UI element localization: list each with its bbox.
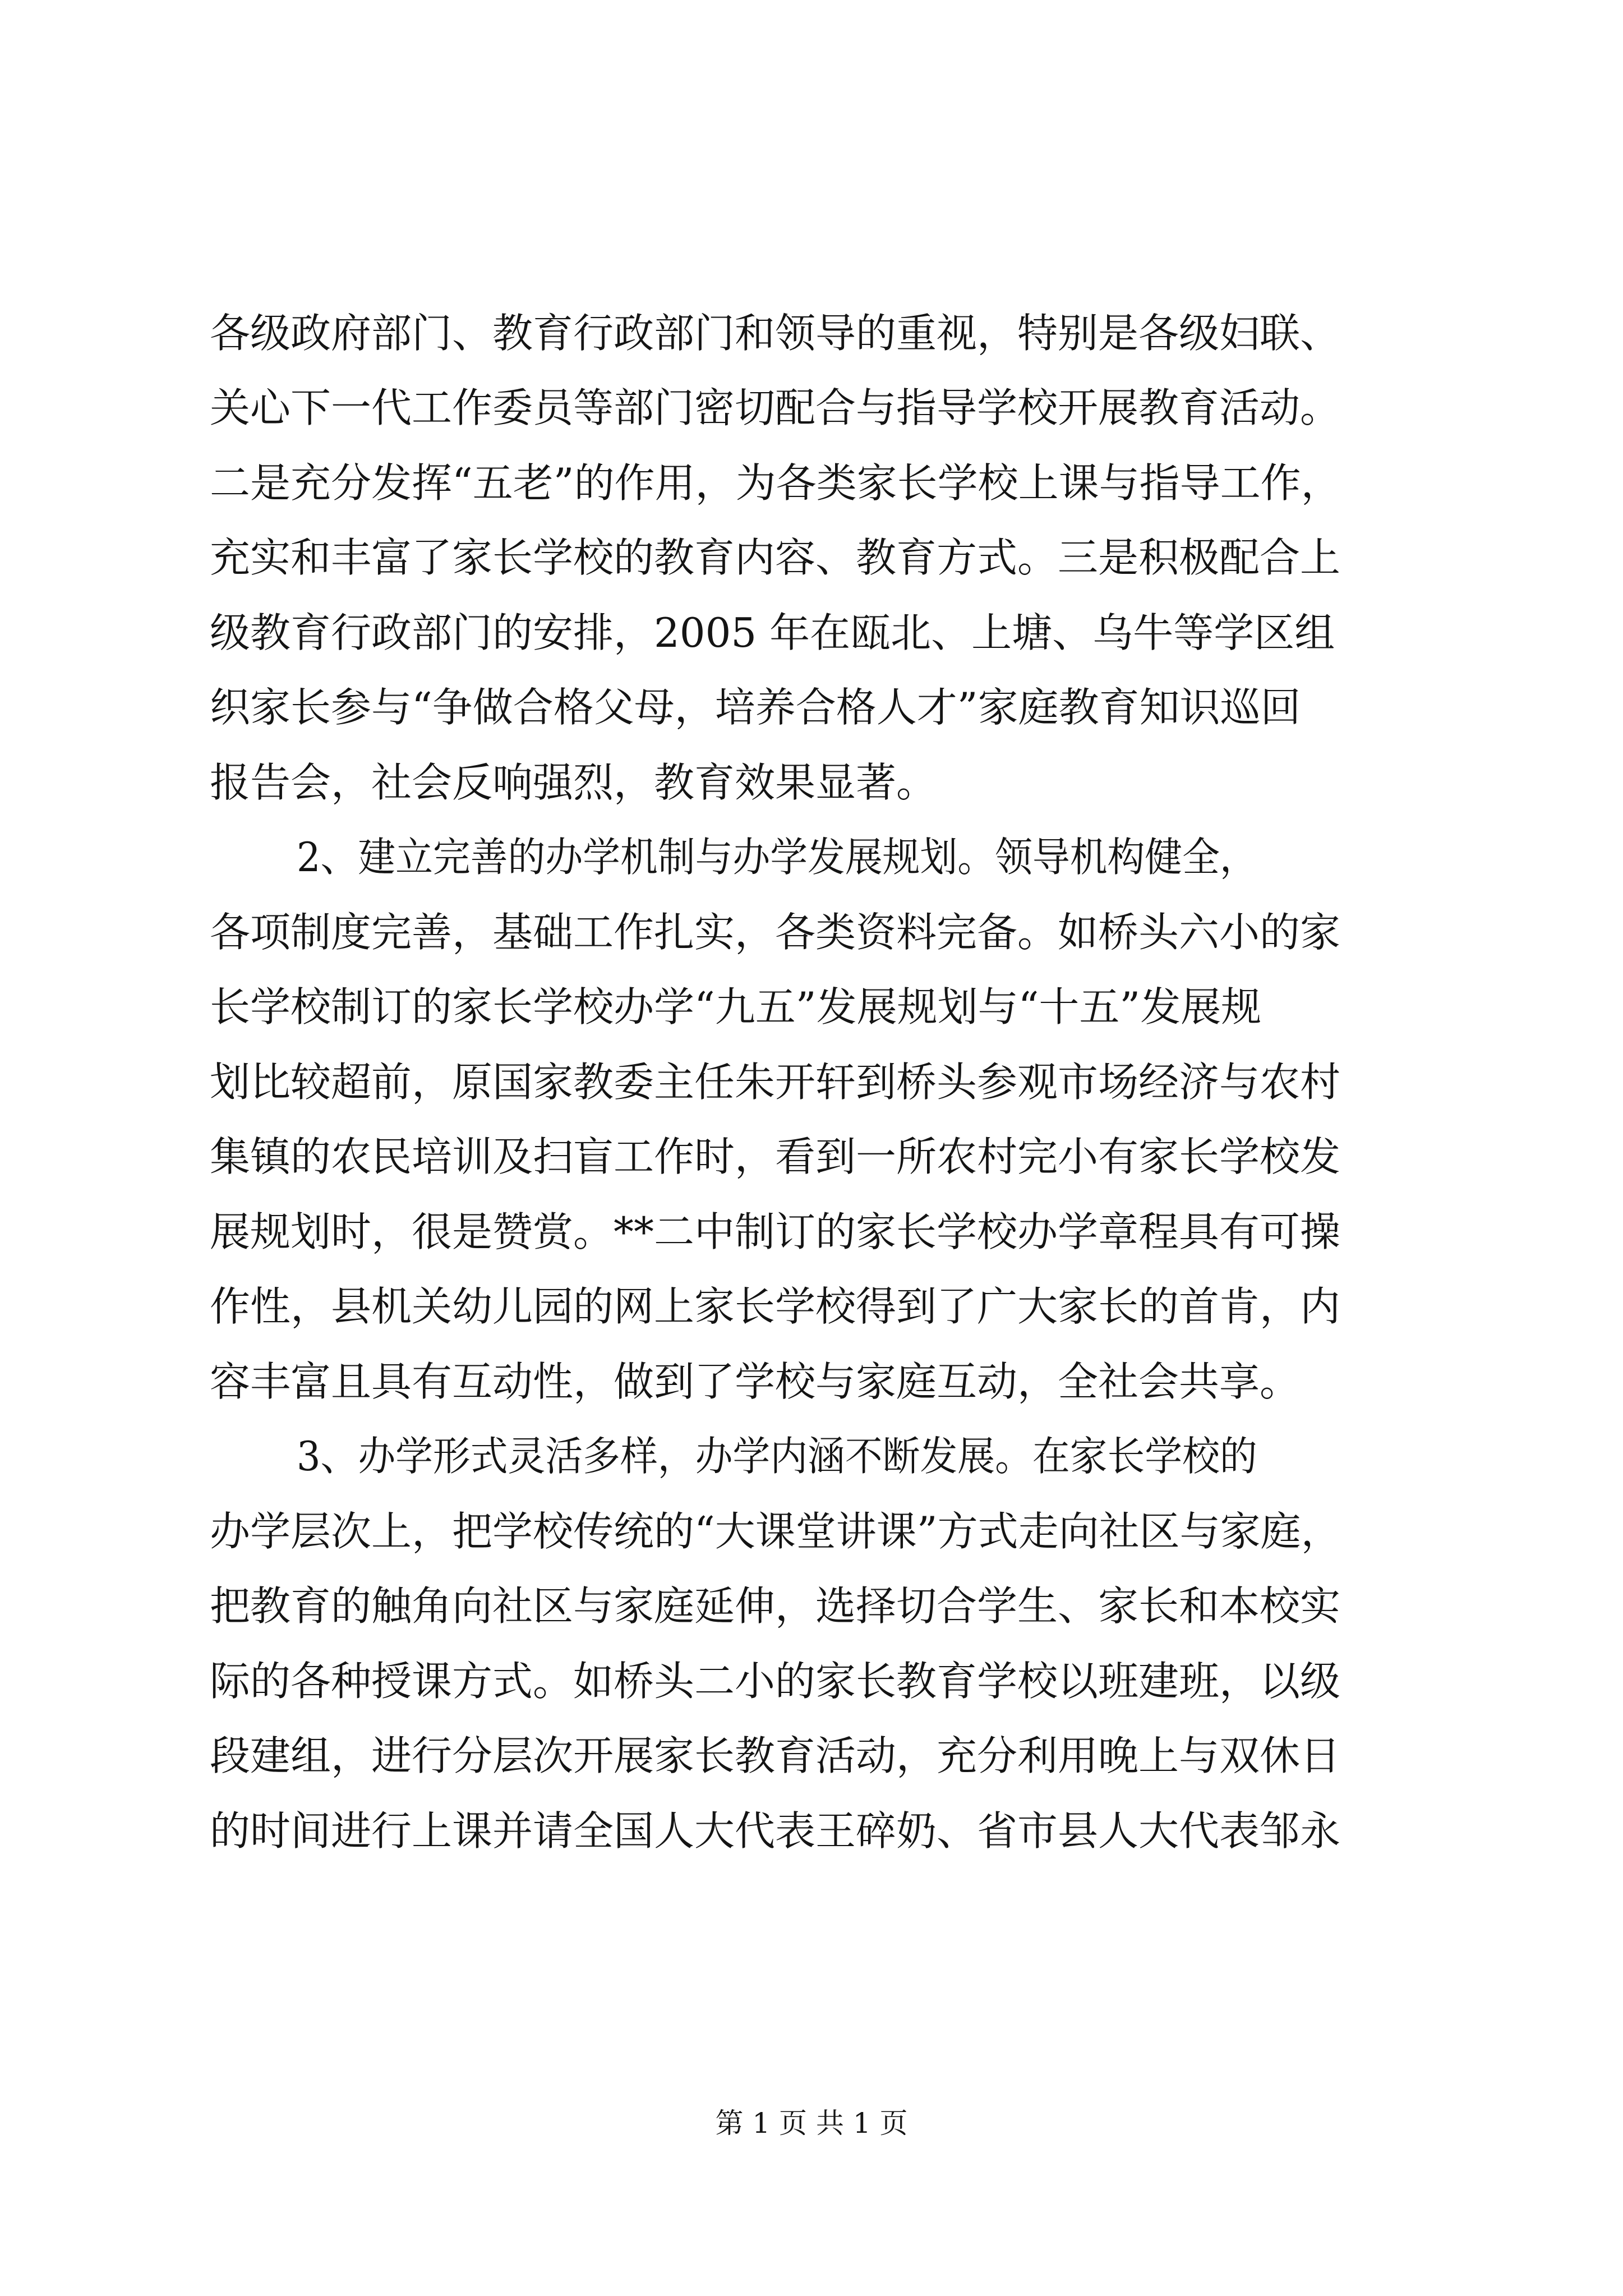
body-line-9: 各项制度完善，基础工作扎实，各类资料完备。如桥头六小的家	[210, 909, 1341, 956]
body-line-6: 织家长参与“争做合格父母，培养合格人才”家庭教育知识巡回	[210, 684, 1301, 731]
body-line-12: 集镇的农民培训及扫盲工作时，看到一所农村完小有家长学校发	[210, 1133, 1341, 1180]
body-line-10: 长学校制订的家长学校办学“九五”发展规划与“十五”发展规	[210, 983, 1262, 1030]
body-line-1: 各级政府部门、教育行政部门和领导的重视，特别是各级妇联、	[210, 310, 1341, 357]
body-line-16: 3、办学形式灵活多样，办学内涵不断发展。在家长学校的	[297, 1433, 1257, 1480]
page-footer: 第 1 页 共 1 页	[715, 2107, 908, 2139]
body-line-11: 划比较超前，原国家教委主任朱开轩到桥头参观市场经济与农村	[210, 1059, 1341, 1106]
body-line-18: 把教育的触角向社区与家庭延伸，选择切合学生、家长和本校实	[210, 1582, 1341, 1630]
body-line-5: 级教育行政部门的安排，2005 年在瓯北、上塘、乌牛等学区组	[210, 609, 1335, 656]
body-line-3: 二是充分发挥“五老”的作用，为各类家长学校上课与指导工作，	[210, 459, 1341, 507]
body-line-21: 的时间进行上课并请全国人大代表王碎奶、省市县人大代表邹永	[210, 1807, 1341, 1855]
body-line-8: 2、建立完善的办学机制与办学发展规划。领导机构健全，	[297, 834, 1257, 881]
body-line-2: 关心下一代工作委员等部门密切配合与指导学校开展教育活动。	[210, 384, 1341, 431]
body-line-17: 办学层次上，把学校传统的“大课堂讲课”方式走向社区与家庭，	[210, 1508, 1341, 1555]
body-line-7: 报告会，社会反响强烈，教育效果显著。	[210, 759, 937, 806]
body-line-14: 作性，县机关幼儿园的网上家长学校得到了广大家长的首肯，内	[210, 1283, 1341, 1330]
body-line-20: 段建组，进行分层次开展家长教育活动，充分利用晚上与双休日	[210, 1732, 1341, 1779]
body-line-4: 充实和丰富了家长学校的教育内容、教育方式。三是积极配合上	[210, 534, 1341, 581]
body-line-13: 展规划时，很是赞赏。**二中制订的家长学校办学章程具有可操	[210, 1208, 1341, 1255]
body-line-19: 际的各种授课方式。如桥头二小的家长教育学校以班建班，以级	[210, 1658, 1341, 1705]
body-line-15: 容丰富且具有互动性，做到了学校与家庭互动，全社会共享。	[210, 1358, 1301, 1405]
